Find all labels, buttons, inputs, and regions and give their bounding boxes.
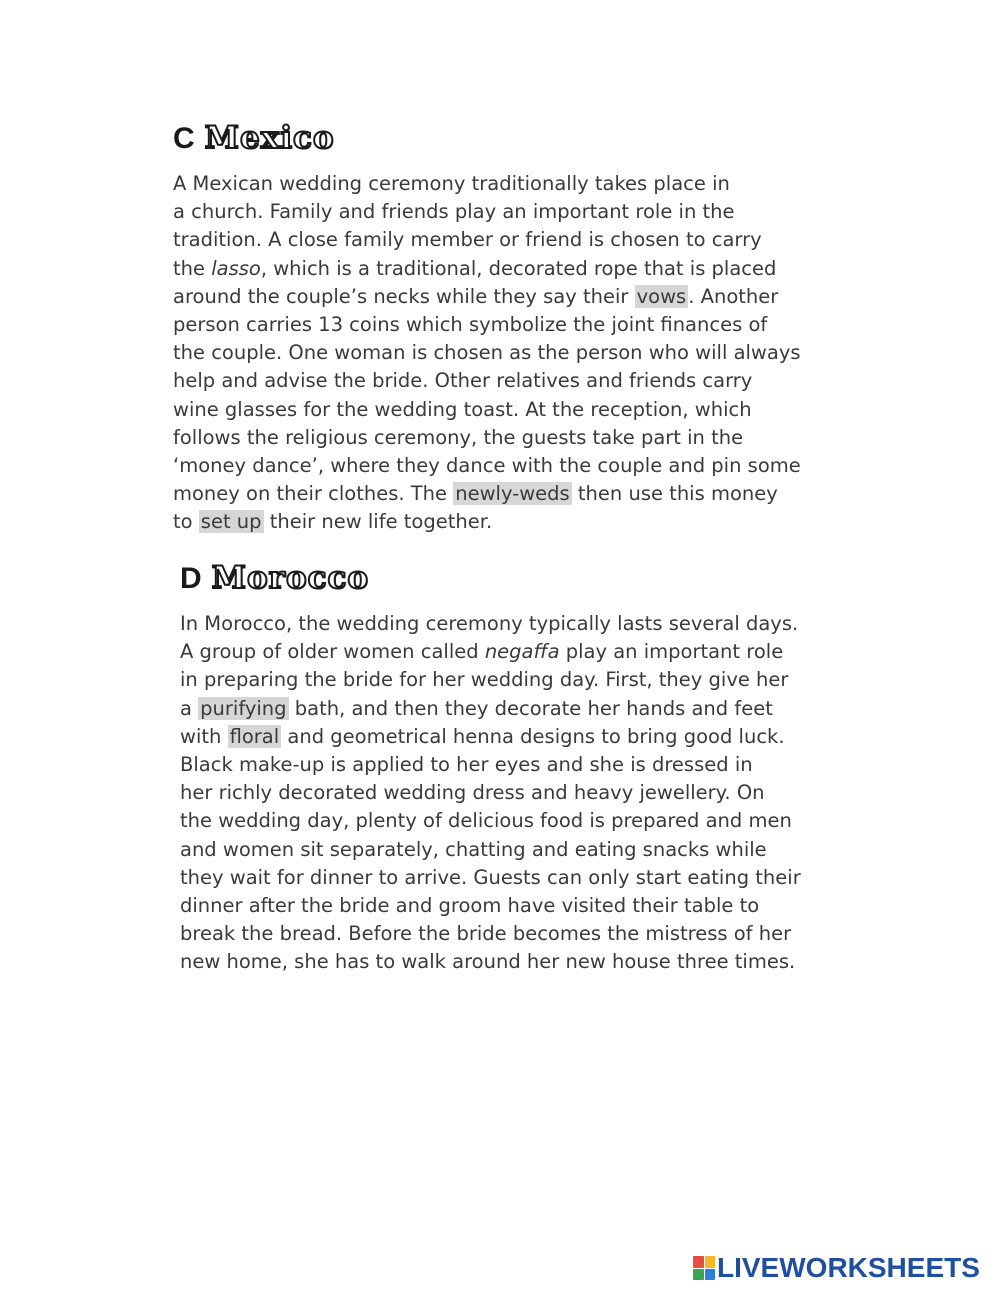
section-paragraph <box>180 610 860 977</box>
section-heading <box>180 560 860 604</box>
highlighted-word[interactable]: purifying <box>200 696 287 720</box>
text-segment: their new life together. <box>263 510 493 534</box>
highlighted-word[interactable]: floral <box>229 724 280 748</box>
text-segment: person carries 13 coins which symbolize the joint finances of <box>173 313 768 337</box>
text-segment: a church. Family and friends play an important role in the <box>173 200 735 224</box>
italic-word: lasso <box>211 256 261 280</box>
text-segment: , which is a traditional, decorated rope that is placed <box>260 256 777 280</box>
text-segment: play an important role <box>559 640 784 664</box>
text-line <box>180 638 860 666</box>
text-segment: they wait for dinner to arrive. Guests can only start eating their <box>180 865 801 889</box>
text-segment: to <box>173 510 199 534</box>
text-line <box>173 508 853 536</box>
text-line <box>180 864 860 892</box>
text-line <box>180 892 860 920</box>
text-segment: follows the religious ceremony, the guests take part in the <box>173 425 744 449</box>
text-segment: in preparing the bride for her wedding day. First, they give her <box>180 668 789 692</box>
text-segment: In Morocco, the wedding ceremony typically lasts several days. <box>180 612 799 635</box>
text-line <box>173 311 853 339</box>
section-letter: D <box>180 562 202 595</box>
text-line <box>180 948 860 976</box>
section-title: Morocco <box>211 560 370 596</box>
text-line <box>173 480 853 508</box>
text-segment: and geometrical henna designs to bring good luck. <box>281 724 785 748</box>
section-letter: C <box>173 122 195 155</box>
text-line <box>173 198 853 226</box>
text-segment: Black make-up is applied to her eyes and she is dressed in <box>180 753 753 777</box>
text-segment: bath, and then they decorate her hands and feet <box>288 696 773 720</box>
logo-square <box>693 1256 704 1268</box>
text-line <box>180 666 860 694</box>
highlighted-word[interactable]: vows <box>636 284 687 308</box>
text-line <box>180 779 860 807</box>
section-paragraph <box>173 170 853 537</box>
text-line <box>173 283 853 311</box>
text-segment: the wedding day, plenty of delicious food is prepared and men <box>180 809 792 833</box>
highlighted-word[interactable]: set up <box>200 510 262 534</box>
text-segment: around the couple’s necks while they say their <box>173 284 635 308</box>
logo-grid-icon <box>693 1256 715 1280</box>
text-segment: and women sit separately, chatting and eating snacks while <box>180 837 767 861</box>
liveworksheets-logo[interactable] <box>693 1252 980 1284</box>
brand-name: LIVEWORKSHEETS <box>717 1252 980 1283</box>
text-segment: her richly decorated wedding dress and heavy jewellery. On <box>180 781 765 805</box>
logo-square <box>693 1269 704 1281</box>
section-title: Mexico <box>204 120 335 156</box>
text-line <box>180 751 860 779</box>
text-segment: a <box>180 696 199 720</box>
text-line <box>173 226 853 254</box>
text-line <box>180 723 860 751</box>
text-segment: dinner after the bride and groom have visited their table to <box>180 894 760 918</box>
section-mexico <box>173 120 853 537</box>
text-segment: break the bread. Before the bride becomes the mistress of her <box>180 922 792 946</box>
text-line <box>173 339 853 367</box>
text-line <box>173 396 853 424</box>
text-line <box>180 836 860 864</box>
text-segment: tradition. A close family member or friend is chosen to carry <box>173 228 762 252</box>
text-line <box>180 920 860 948</box>
text-line <box>173 255 853 283</box>
section-heading <box>173 120 853 164</box>
text-line <box>180 610 860 638</box>
text-line <box>180 695 860 723</box>
text-line <box>173 367 853 395</box>
text-line <box>173 452 853 480</box>
text-line <box>173 424 853 452</box>
logo-square <box>705 1269 716 1281</box>
highlighted-word[interactable]: newly-weds <box>455 482 570 506</box>
text-segment: with <box>180 724 228 748</box>
text-segment: . Another <box>688 284 779 308</box>
text-line <box>180 807 860 835</box>
section-morocco <box>180 560 860 977</box>
text-segment: A group of older women called <box>180 640 485 664</box>
text-segment: new home, she has to walk around her new house three times. <box>180 950 796 974</box>
text-segment: A Mexican wedding ceremony traditionally takes place in <box>173 172 730 195</box>
text-segment: wine glasses for the wedding toast. At the reception, which <box>173 397 752 421</box>
text-line <box>173 170 853 198</box>
italic-word: negaffa <box>484 640 560 664</box>
text-segment: the <box>173 256 212 280</box>
logo-square <box>705 1256 716 1268</box>
text-segment: the couple. One woman is chosen as the person who will always <box>173 341 801 365</box>
text-segment: ‘money dance’, where they dance with the couple and pin some <box>173 454 801 478</box>
text-segment: money on their clothes. The <box>173 482 454 506</box>
text-segment: then use this money <box>571 482 778 506</box>
text-segment: help and advise the bride. Other relatives and friends carry <box>173 369 753 393</box>
